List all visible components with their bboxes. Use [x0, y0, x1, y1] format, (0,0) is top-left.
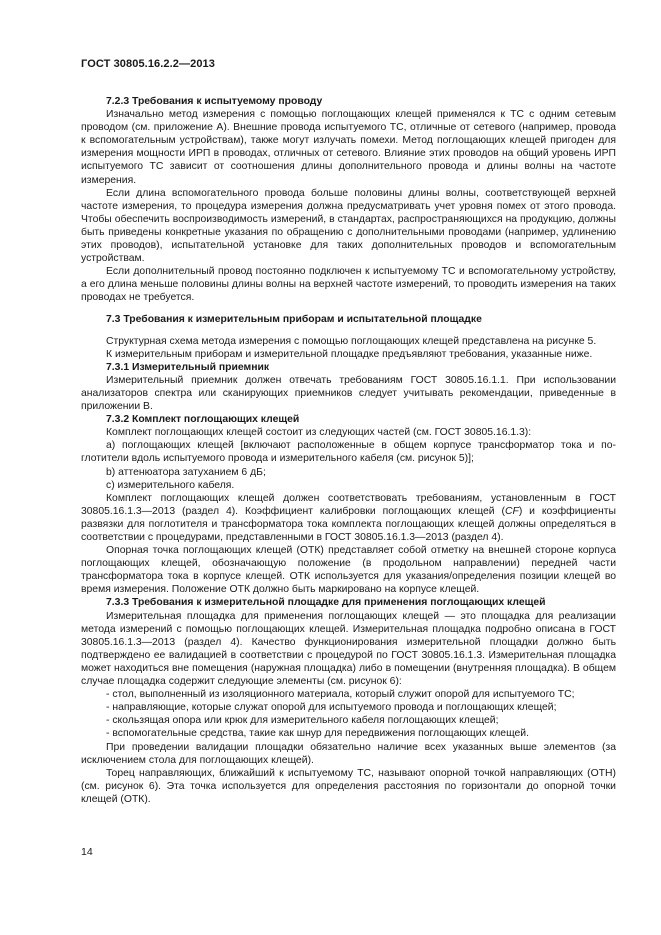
body-paragraph: Комплект поглощающих клещей состоит из следующих частей (см. ГОСТ 30805.16.1.3): — [106, 427, 532, 439]
body-paragraph: - скользящая опора или крюк для измерительного кабеля поглощающих клещей; — [106, 715, 499, 727]
body-paragraph: Торец направляющих, ближайший к испытуемому ТС, называют опорной точкой направляющих (ОТН) (см. рисунок 6). Эта точка используется для определения расстояния по горизонтали до опорной точки клещей (ОТК). — [81, 767, 616, 805]
section-heading: 7.3.2 Комплект поглощающих клещей — [106, 414, 300, 426]
body-paragraph: - направляющие, которые служат опорой для испытуемого провода и поглощающих клещей; — [106, 702, 557, 714]
section-heading: 7.3.3 Требования к измерительной площадке для применения поглощающих клещей — [106, 597, 546, 609]
body-paragraph: Измерительный приемник должен отвечать требованиям ГОСТ 30805.16.1.1. При использовании анализаторов спектра или сканирующих приемников следует учитывать рекомендации, приведенные в приложении В. — [81, 374, 616, 413]
body-paragraph: c) измерительного кабеля. — [106, 479, 235, 491]
body-paragraph: - вспомогательные средства, такие как шнур для передвижения поглощающих клещей. — [106, 728, 529, 740]
body-paragraph: К измерительным приборам и измерительной площадке предъявляют требования, указанные ниже. — [106, 348, 593, 360]
body-paragraph: Изначально метод измерения с помощью поглощающих клещей применялся к ТС с одним сетевым проводом (см. приложение А). Внешние провода испытуемого ТС, отличные от сетевого (например, провода к вспомогательным устройствам), также могут излучать помехи. Метод поглощающих клещей пригоден для измерения мощности ИРП в проводах, отличных от сетевого. Влияние этих проводов на общий уровень ИРП испытуемого ТС зависит от соотношения длины дополнительного провода и длины волны на частоте измерения. — [81, 109, 616, 186]
body-paragraph: Если длина вспомогательного провода больше половины длины волны, соответствующей верхней частоте измерения, то процедура измерения должна предусматривать учет уровня помех от этого провода. Чтобы обеспечить воспроизводимость измерений, в стандартах, распространяющихся на продукцию, должны быть приведены конкретные указания по обращению с дополнительными проводами (например, удлинению этих проводов), испытательной установке для таких дополнительных проводов и вспомогательным устройствам. — [81, 187, 616, 265]
section-heading: 7.2.3 Требования к испытуемому проводу — [106, 96, 323, 107]
document-body — [81, 95, 616, 806]
body-paragraph: При проведении валидации площадки обязательно наличие всех указанных выше элементов (за исключением стола для поглощающих клещей). — [81, 741, 616, 766]
document-header: ГОСТ 30805.16.2.2—2013 — [81, 58, 215, 70]
page-number: 14 — [81, 846, 93, 858]
body-paragraph: Если дополнительный провод постоянно подключен к испытуемому ТС и вспомогательному устройству, а его длина меньше половины длины волны на верхней частоте измерений, то проводить измерения на таких проводах не требуется. — [81, 266, 616, 304]
body-paragraph: - стол, выполненный из изоляционного материала, который служит опорой для испытуемого ТС; — [106, 689, 575, 701]
body-paragraph: a) поглощающих клещей [включают расположенные в общем корпусе трансформатор тока и поглотители вдоль испытуемого провода и измерительного кабеля (см. рисунок 5)]; — [81, 440, 616, 465]
body-paragraph: Комплект поглощающих клещей должен соответствовать требованиям, установленным в ГОСТ 30805.16.1.3—2013 (раздел 4). Коэффициент калибровки поглощающих клещей (CF) и коэффициенты развязки для поглотителя и трансформатора тока комплекта поглощающих клещей должны определяться в соответствии с процедурами, представленными в ГОСТ 30805.16.1.3—2013 (раздел 4). — [81, 492, 616, 543]
body-paragraph: b) аттенюатора затуханием 6 дБ; — [106, 466, 266, 478]
body-paragraph: Опорная точка поглощающих клещей (ОТК) представляет собой отметку на внешней стороне корпуса поглощающих клещей, обозначающую положение (в продольном направлении) передней части трансформатора тока в корпусе клещей. ОТК используется для указания/определения позиции клещей во время измерения. Положение ОТК должно быть маркировано на корпусе клещей. — [81, 545, 616, 596]
section-heading: 7.3.1 Измерительный приемник — [106, 361, 270, 373]
body-paragraph: Измерительная площадка для применения поглощающих клещей — это площадка для реализации метода измерений с помощью поглощающих клещей. Измерительная площадка подробно описана в ГОСТ 30805.16.1.3—2013 (раздел 4). Качество функционирования измерительной площадки должно быть подтверждено ее валидацией в соответствии с процедурой по ГОСТ 30805.16.1.3. Измерительная площадка может находиться вне помещения (наружная площадка) либо в помещении (внутренняя площадка). В общем случае площадка содержит следующие элементы (см. рисунок 6): — [81, 610, 616, 688]
section-heading: 7.3 Требования к измерительным приборам и испытательной площадке — [106, 313, 482, 325]
body-paragraph: Структурная схема метода измерения с помощью поглощающих клещей представлена на рисунке 5. — [106, 335, 597, 347]
